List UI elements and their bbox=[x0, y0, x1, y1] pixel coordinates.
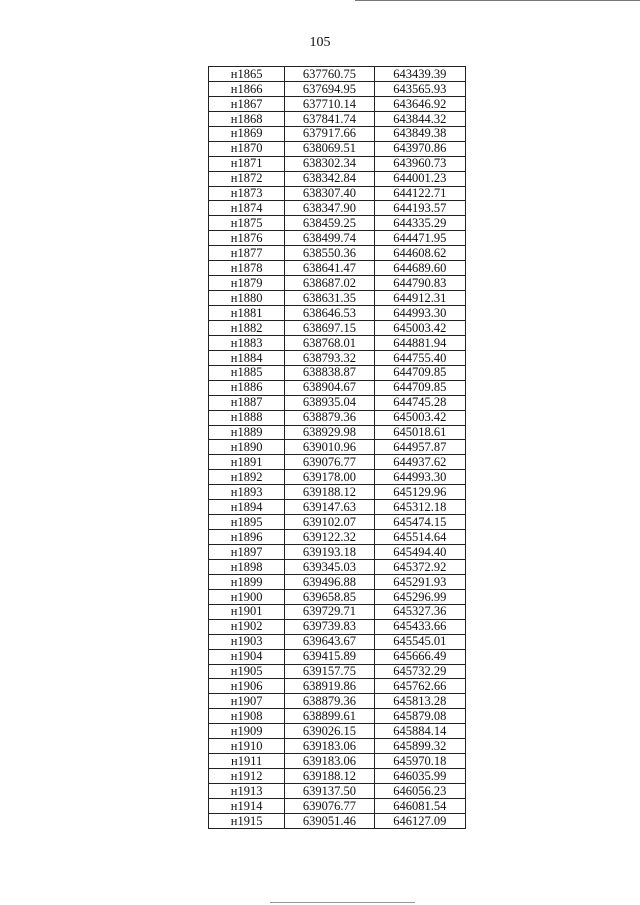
y-coordinate-cell: 645372.92 bbox=[374, 559, 465, 574]
y-coordinate-cell: 645545.01 bbox=[374, 634, 465, 649]
table-row bbox=[209, 201, 466, 216]
x-coordinate-cell: 638879.36 bbox=[285, 410, 374, 425]
x-coordinate-cell: 638935.04 bbox=[285, 395, 374, 410]
x-coordinate-cell: 638631.35 bbox=[285, 291, 374, 306]
table-row bbox=[209, 604, 466, 619]
table-row bbox=[209, 425, 466, 440]
point-id-cell: н1874 bbox=[209, 201, 285, 216]
point-id-cell: н1894 bbox=[209, 500, 285, 515]
table-row bbox=[209, 739, 466, 754]
coordinates-table-body bbox=[209, 67, 466, 829]
point-id-cell: н1865 bbox=[209, 67, 285, 82]
point-id-cell: н1908 bbox=[209, 709, 285, 724]
point-id-cell: н1876 bbox=[209, 231, 285, 246]
x-coordinate-cell: 638646.53 bbox=[285, 306, 374, 321]
table-row bbox=[209, 634, 466, 649]
x-coordinate-cell: 639051.46 bbox=[285, 813, 374, 828]
x-coordinate-cell: 638342.84 bbox=[285, 171, 374, 186]
y-coordinate-cell: 645003.42 bbox=[374, 410, 465, 425]
table-row bbox=[209, 679, 466, 694]
y-coordinate-cell: 644993.30 bbox=[374, 470, 465, 485]
table-row bbox=[209, 440, 466, 455]
y-coordinate-cell: 645970.18 bbox=[374, 754, 465, 769]
point-id-cell: н1870 bbox=[209, 141, 285, 156]
x-coordinate-cell: 638768.01 bbox=[285, 335, 374, 350]
page-number: 105 bbox=[309, 35, 331, 50]
y-coordinate-cell: 646035.99 bbox=[374, 769, 465, 784]
y-coordinate-cell: 646056.23 bbox=[374, 784, 465, 799]
table-row bbox=[209, 545, 466, 560]
x-coordinate-cell: 639076.77 bbox=[285, 798, 374, 813]
table-row bbox=[209, 530, 466, 545]
point-id-cell: н1910 bbox=[209, 739, 285, 754]
point-id-cell: н1879 bbox=[209, 276, 285, 291]
point-id-cell: н1911 bbox=[209, 754, 285, 769]
point-id-cell: н1887 bbox=[209, 395, 285, 410]
y-coordinate-cell: 645732.29 bbox=[374, 664, 465, 679]
point-id-cell: н1915 bbox=[209, 813, 285, 828]
x-coordinate-cell: 639076.77 bbox=[285, 455, 374, 470]
point-id-cell: н1909 bbox=[209, 724, 285, 739]
table-row bbox=[209, 186, 466, 201]
table-row bbox=[209, 171, 466, 186]
y-coordinate-cell: 644709.85 bbox=[374, 365, 465, 380]
table-row bbox=[209, 500, 466, 515]
table-row bbox=[209, 96, 466, 111]
point-id-cell: н1889 bbox=[209, 425, 285, 440]
x-coordinate-cell: 638899.61 bbox=[285, 709, 374, 724]
point-id-cell: н1878 bbox=[209, 261, 285, 276]
table-row bbox=[209, 350, 466, 365]
point-id-cell: н1896 bbox=[209, 530, 285, 545]
x-coordinate-cell: 638793.32 bbox=[285, 350, 374, 365]
x-coordinate-cell: 639178.00 bbox=[285, 470, 374, 485]
table-row bbox=[209, 335, 466, 350]
x-coordinate-cell: 638069.51 bbox=[285, 141, 374, 156]
y-coordinate-cell: 645813.28 bbox=[374, 694, 465, 709]
y-coordinate-cell: 643565.93 bbox=[374, 81, 465, 96]
y-coordinate-cell: 643970.86 bbox=[374, 141, 465, 156]
table-row bbox=[209, 649, 466, 664]
table-row bbox=[209, 216, 466, 231]
x-coordinate-cell: 639147.63 bbox=[285, 500, 374, 515]
x-coordinate-cell: 639188.12 bbox=[285, 769, 374, 784]
x-coordinate-cell: 639188.12 bbox=[285, 485, 374, 500]
point-id-cell: н1875 bbox=[209, 216, 285, 231]
y-coordinate-cell: 644937.62 bbox=[374, 455, 465, 470]
x-coordinate-cell: 638302.34 bbox=[285, 156, 374, 171]
x-coordinate-cell: 638697.15 bbox=[285, 320, 374, 335]
x-coordinate-cell: 638929.98 bbox=[285, 425, 374, 440]
table-row bbox=[209, 67, 466, 82]
point-id-cell: н1872 bbox=[209, 171, 285, 186]
table-row bbox=[209, 709, 466, 724]
x-coordinate-cell: 639010.96 bbox=[285, 440, 374, 455]
x-coordinate-cell: 639102.07 bbox=[285, 515, 374, 530]
point-id-cell: н1899 bbox=[209, 574, 285, 589]
y-coordinate-cell: 644790.83 bbox=[374, 276, 465, 291]
table-row bbox=[209, 485, 466, 500]
table-row bbox=[209, 111, 466, 126]
y-coordinate-cell: 644335.29 bbox=[374, 216, 465, 231]
y-coordinate-cell: 644471.95 bbox=[374, 231, 465, 246]
table-row bbox=[209, 231, 466, 246]
x-coordinate-cell: 638459.25 bbox=[285, 216, 374, 231]
x-coordinate-cell: 638499.74 bbox=[285, 231, 374, 246]
table-row bbox=[209, 798, 466, 813]
y-coordinate-cell: 643439.39 bbox=[374, 67, 465, 82]
point-id-cell: н1882 bbox=[209, 320, 285, 335]
x-coordinate-cell: 639729.71 bbox=[285, 604, 374, 619]
y-coordinate-cell: 645296.99 bbox=[374, 589, 465, 604]
y-coordinate-cell: 645762.66 bbox=[374, 679, 465, 694]
coordinates-table bbox=[208, 66, 466, 829]
x-coordinate-cell: 639739.83 bbox=[285, 619, 374, 634]
y-coordinate-cell: 645899.32 bbox=[374, 739, 465, 754]
x-coordinate-cell: 638904.67 bbox=[285, 380, 374, 395]
point-id-cell: н1900 bbox=[209, 589, 285, 604]
table-row bbox=[209, 156, 466, 171]
point-id-cell: н1885 bbox=[209, 365, 285, 380]
point-id-cell: н1901 bbox=[209, 604, 285, 619]
y-coordinate-cell: 643844.32 bbox=[374, 111, 465, 126]
point-id-cell: н1893 bbox=[209, 485, 285, 500]
table-row bbox=[209, 291, 466, 306]
x-coordinate-cell: 639345.03 bbox=[285, 559, 374, 574]
y-coordinate-cell: 644001.23 bbox=[374, 171, 465, 186]
table-row bbox=[209, 410, 466, 425]
y-coordinate-cell: 643960.73 bbox=[374, 156, 465, 171]
table-row bbox=[209, 365, 466, 380]
page-top-edge-line bbox=[355, 0, 640, 1]
y-coordinate-cell: 645327.36 bbox=[374, 604, 465, 619]
x-coordinate-cell: 637841.74 bbox=[285, 111, 374, 126]
y-coordinate-cell: 646081.54 bbox=[374, 798, 465, 813]
y-coordinate-cell: 644755.40 bbox=[374, 350, 465, 365]
point-id-cell: н1888 bbox=[209, 410, 285, 425]
table-row bbox=[209, 619, 466, 634]
point-id-cell: н1914 bbox=[209, 798, 285, 813]
y-coordinate-cell: 644689.60 bbox=[374, 261, 465, 276]
table-row bbox=[209, 784, 466, 799]
x-coordinate-cell: 639658.85 bbox=[285, 589, 374, 604]
y-coordinate-cell: 645514.64 bbox=[374, 530, 465, 545]
point-id-cell: н1871 bbox=[209, 156, 285, 171]
point-id-cell: н1881 bbox=[209, 306, 285, 321]
point-id-cell: н1880 bbox=[209, 291, 285, 306]
y-coordinate-cell: 644122.71 bbox=[374, 186, 465, 201]
table-row bbox=[209, 395, 466, 410]
table-row bbox=[209, 246, 466, 261]
point-id-cell: н1873 bbox=[209, 186, 285, 201]
x-coordinate-cell: 637760.75 bbox=[285, 67, 374, 82]
x-coordinate-cell: 638641.47 bbox=[285, 261, 374, 276]
x-coordinate-cell: 638347.90 bbox=[285, 201, 374, 216]
point-id-cell: н1868 bbox=[209, 111, 285, 126]
point-id-cell: н1886 bbox=[209, 380, 285, 395]
point-id-cell: н1898 bbox=[209, 559, 285, 574]
table-row bbox=[209, 515, 466, 530]
x-coordinate-cell: 638879.36 bbox=[285, 694, 374, 709]
point-id-cell: н1895 bbox=[209, 515, 285, 530]
point-id-cell: н1866 bbox=[209, 81, 285, 96]
point-id-cell: н1906 bbox=[209, 679, 285, 694]
x-coordinate-cell: 639157.75 bbox=[285, 664, 374, 679]
x-coordinate-cell: 639137.50 bbox=[285, 784, 374, 799]
x-coordinate-cell: 638307.40 bbox=[285, 186, 374, 201]
page-bottom-edge-line bbox=[270, 902, 415, 903]
point-id-cell: н1905 bbox=[209, 664, 285, 679]
x-coordinate-cell: 639183.06 bbox=[285, 754, 374, 769]
y-coordinate-cell: 645433.66 bbox=[374, 619, 465, 634]
table-row bbox=[209, 81, 466, 96]
y-coordinate-cell: 644881.94 bbox=[374, 335, 465, 350]
x-coordinate-cell: 637710.14 bbox=[285, 96, 374, 111]
y-coordinate-cell: 643849.38 bbox=[374, 126, 465, 141]
y-coordinate-cell: 644193.57 bbox=[374, 201, 465, 216]
table-row bbox=[209, 574, 466, 589]
x-coordinate-cell: 639496.88 bbox=[285, 574, 374, 589]
y-coordinate-cell: 645474.15 bbox=[374, 515, 465, 530]
x-coordinate-cell: 639415.89 bbox=[285, 649, 374, 664]
x-coordinate-cell: 639122.32 bbox=[285, 530, 374, 545]
x-coordinate-cell: 639026.15 bbox=[285, 724, 374, 739]
table-row bbox=[209, 306, 466, 321]
table-row bbox=[209, 276, 466, 291]
y-coordinate-cell: 645666.49 bbox=[374, 649, 465, 664]
table-row bbox=[209, 320, 466, 335]
y-coordinate-cell: 645018.61 bbox=[374, 425, 465, 440]
point-id-cell: н1890 bbox=[209, 440, 285, 455]
point-id-cell: н1877 bbox=[209, 246, 285, 261]
table-row bbox=[209, 126, 466, 141]
table-row bbox=[209, 455, 466, 470]
table-row bbox=[209, 589, 466, 604]
point-id-cell: н1907 bbox=[209, 694, 285, 709]
point-id-cell: н1903 bbox=[209, 634, 285, 649]
x-coordinate-cell: 638838.87 bbox=[285, 365, 374, 380]
x-coordinate-cell: 637694.95 bbox=[285, 81, 374, 96]
table-row bbox=[209, 694, 466, 709]
y-coordinate-cell: 645312.18 bbox=[374, 500, 465, 515]
point-id-cell: н1892 bbox=[209, 470, 285, 485]
y-coordinate-cell: 645291.93 bbox=[374, 574, 465, 589]
x-coordinate-cell: 638687.02 bbox=[285, 276, 374, 291]
y-coordinate-cell: 643646.92 bbox=[374, 96, 465, 111]
point-id-cell: н1867 bbox=[209, 96, 285, 111]
table-row bbox=[209, 559, 466, 574]
table-row bbox=[209, 754, 466, 769]
point-id-cell: н1912 bbox=[209, 769, 285, 784]
point-id-cell: н1902 bbox=[209, 619, 285, 634]
y-coordinate-cell: 645884.14 bbox=[374, 724, 465, 739]
y-coordinate-cell: 644993.30 bbox=[374, 306, 465, 321]
y-coordinate-cell: 644912.31 bbox=[374, 291, 465, 306]
x-coordinate-cell: 638919.86 bbox=[285, 679, 374, 694]
point-id-cell: н1869 bbox=[209, 126, 285, 141]
y-coordinate-cell: 646127.09 bbox=[374, 813, 465, 828]
table-row bbox=[209, 724, 466, 739]
y-coordinate-cell: 644957.87 bbox=[374, 440, 465, 455]
y-coordinate-cell: 645879.08 bbox=[374, 709, 465, 724]
table-row bbox=[209, 261, 466, 276]
table-row bbox=[209, 470, 466, 485]
point-id-cell: н1904 bbox=[209, 649, 285, 664]
point-id-cell: н1884 bbox=[209, 350, 285, 365]
table-row bbox=[209, 813, 466, 828]
x-coordinate-cell: 639183.06 bbox=[285, 739, 374, 754]
y-coordinate-cell: 645129.96 bbox=[374, 485, 465, 500]
point-id-cell: н1883 bbox=[209, 335, 285, 350]
table-row bbox=[209, 380, 466, 395]
x-coordinate-cell: 639643.67 bbox=[285, 634, 374, 649]
x-coordinate-cell: 639193.18 bbox=[285, 545, 374, 560]
point-id-cell: н1891 bbox=[209, 455, 285, 470]
x-coordinate-cell: 637917.66 bbox=[285, 126, 374, 141]
y-coordinate-cell: 644745.28 bbox=[374, 395, 465, 410]
y-coordinate-cell: 644709.85 bbox=[374, 380, 465, 395]
x-coordinate-cell: 638550.36 bbox=[285, 246, 374, 261]
table-row bbox=[209, 664, 466, 679]
table-row bbox=[209, 769, 466, 784]
y-coordinate-cell: 645003.42 bbox=[374, 320, 465, 335]
point-id-cell: н1913 bbox=[209, 784, 285, 799]
y-coordinate-cell: 644608.62 bbox=[374, 246, 465, 261]
point-id-cell: н1897 bbox=[209, 545, 285, 560]
table-row bbox=[209, 141, 466, 156]
y-coordinate-cell: 645494.40 bbox=[374, 545, 465, 560]
